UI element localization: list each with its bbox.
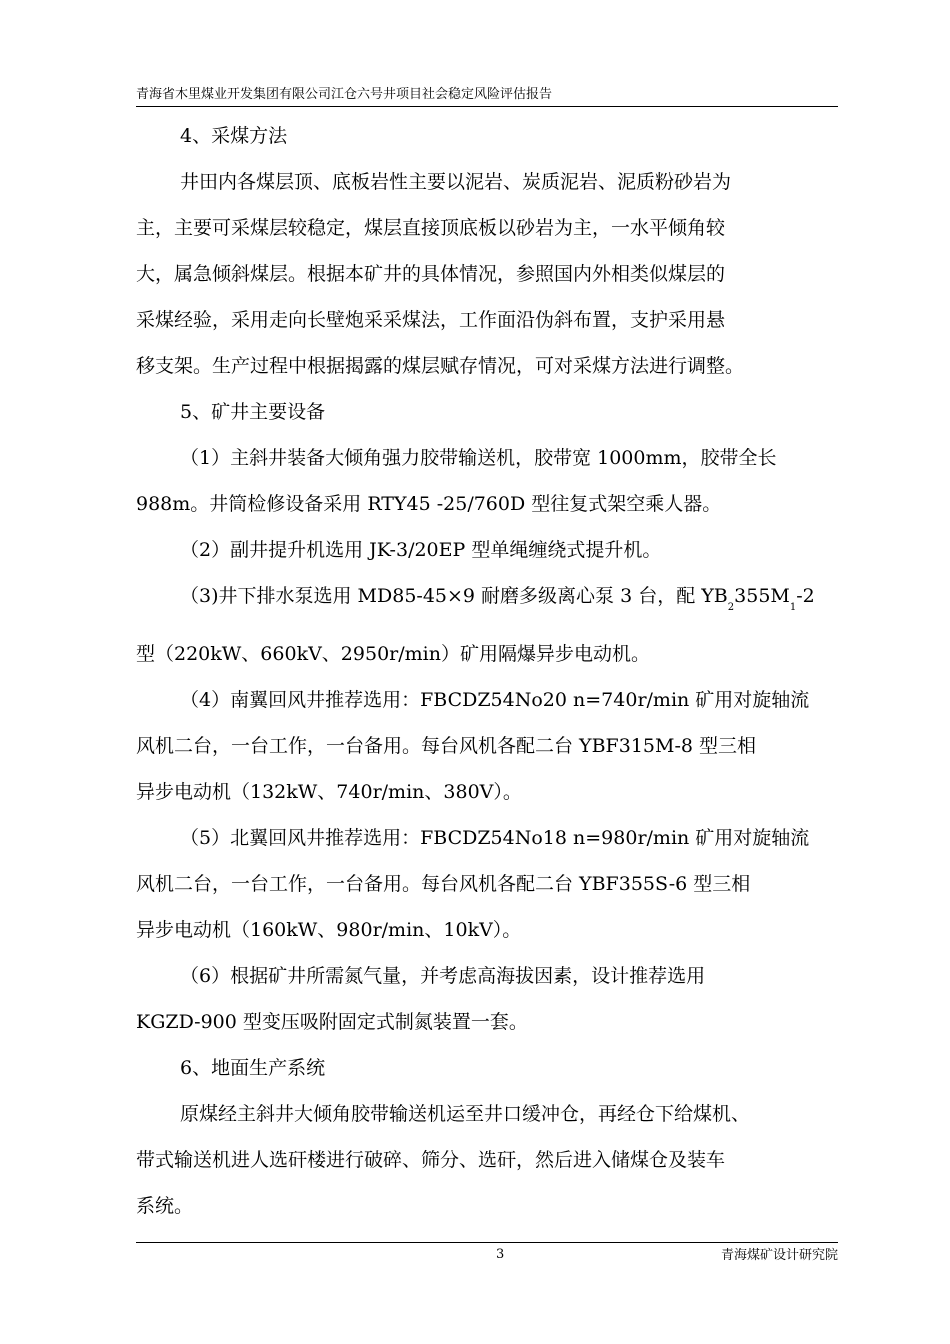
text-line: 系统。 (136, 1195, 194, 1217)
text-line: 异步电动机（132kW、740r/min、380V）。 (136, 781, 522, 803)
text-line: （6）根据矿井所需氮气量，并考虑高海拔因素，设计推荐选用 (180, 965, 706, 987)
text-line: KGZD-900 型变压吸附固定式制氮装置一套。 (136, 1011, 528, 1033)
page-number: 3 (496, 1247, 505, 1262)
text-run: （3)井下排水泵选用 MD85-45×9 耐磨多级离心泵 3 台，配 YB (180, 585, 728, 607)
text-line: 大，属急倾斜煤层。根据本矿井的具体情况，参照国内外相类似煤层的 (136, 263, 726, 285)
text-line: 风机二台，一台工作，一台备用。每台风机各配二台 YBF355S-6 型三相 (136, 873, 751, 895)
footer-organization: 青海煤矿设计研究院 (720, 1248, 838, 1263)
text-line: 风机二台，一台工作，一台备用。每台风机各配二台 YBF315M-8 型三相 (136, 735, 756, 757)
equipment-item-1 (136, 435, 838, 527)
text-line: （5）北翼回风井推荐选用：FBCDZ54No18 n=980r/min 矿用对旋轴流 (180, 827, 810, 849)
text-line: 主，主要可采煤层较稳定，煤层直接顶底板以砂岩为主，一水平倾角较 (136, 217, 726, 239)
section-4-title: 4、采煤方法 (180, 125, 288, 147)
text-line: （4）南翼回风井推荐选用：FBCDZ54No20 n=740r/min 矿用对旋轴流 (180, 689, 810, 711)
section-6-paragraph (136, 1091, 838, 1229)
document-body (136, 113, 838, 1229)
footer-divider (136, 1242, 838, 1243)
text-line: 移支架。生产过程中根据揭露的煤层赋存情况，可对采煤方法进行调整。 (136, 355, 745, 377)
equipment-item-6 (136, 953, 838, 1045)
text-line: 原煤经主斜井大倾角胶带输送机运至井口缓冲仓，再经仓下给煤机、 (180, 1103, 751, 1125)
text-line: 988m。井筒检修设备采用 RTY45 -25/760D 型往复式架空乘人器。 (136, 493, 722, 515)
text-line: 采煤经验，采用走向长壁炮采采煤法，工作面沿伪斜布置，支护采用悬 (136, 309, 726, 331)
page-header: 青海省木里煤业开发集团有限公司江仓六号井项目社会稳定风险评估报告 (136, 86, 838, 107)
equipment-item-5 (136, 815, 838, 953)
section-4-paragraph (136, 159, 838, 389)
equipment-item-2 (136, 527, 838, 573)
section-6-title: 6、地面生产系统 (180, 1057, 326, 1079)
section-5-title: 5、矿井主要设备 (180, 401, 326, 423)
text-line: （1）主斜井装备大倾角强力胶带输送机，胶带宽 1000mm，胶带全长 (180, 447, 777, 469)
equipment-item-3 (136, 573, 838, 677)
text-run: -2 (796, 585, 815, 607)
subscript: 2 (727, 602, 735, 613)
text-run: 355M (734, 585, 790, 607)
text-line: 异步电动机（160kW、980r/min、10kV）。 (136, 919, 522, 941)
text-line (136, 573, 838, 631)
text-line: 型（220kW、660kV、2950r/min）矿用隔爆异步电动机。 (136, 643, 650, 665)
subscript: 1 (789, 602, 797, 613)
text-line: 带式输送机进人选矸楼进行破碎、筛分、选矸，然后进入储煤仓及装车 (136, 1149, 726, 1171)
text-line: 井田内各煤层顶、底板岩性主要以泥岩、炭质泥岩、泥质粉砂岩为 (180, 171, 732, 193)
equipment-item-4 (136, 677, 838, 815)
text-line: （2）副井提升机选用 JK-3/20EP 型单绳缠绕式提升机。 (180, 539, 662, 561)
